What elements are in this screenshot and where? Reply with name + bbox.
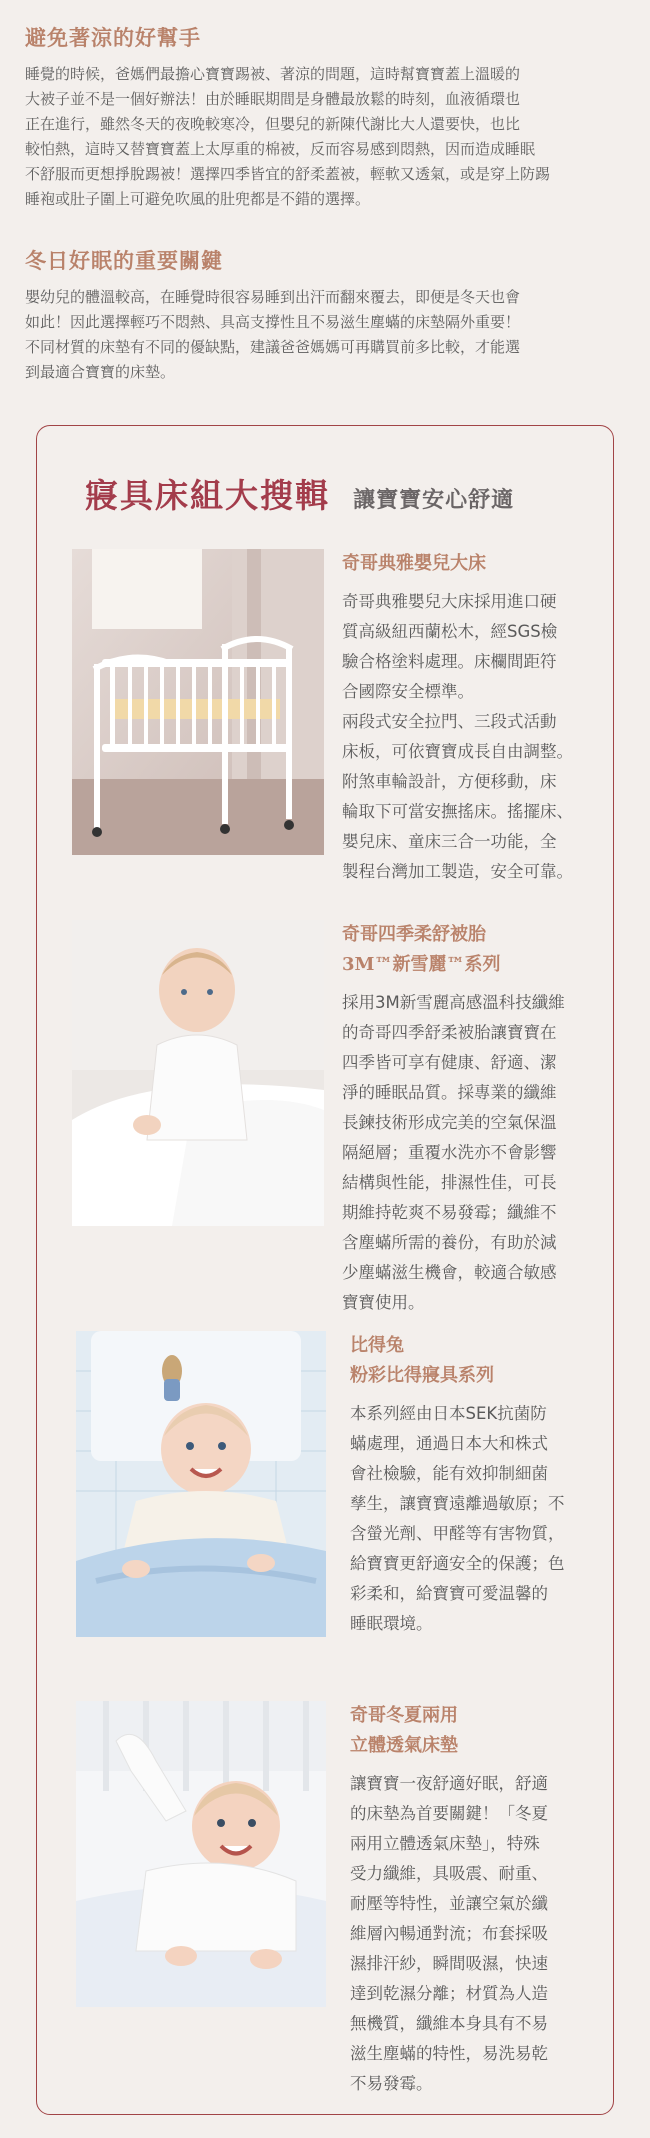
desc-line: 奇哥典雅嬰兒大床採用進口硬 [342, 592, 557, 611]
product-title-line: 奇哥冬夏兩用 [350, 1705, 458, 1726]
crib-photo [72, 549, 324, 855]
product-description [350, 1769, 598, 2099]
desc-line: 少塵蟎滋生機會，較適合敏感 [342, 1263, 557, 1282]
product-description [350, 1399, 598, 1639]
desc-line: 含塵蟎所需的養份，有助於減 [342, 1233, 557, 1252]
desc-line: 維層內暢通對流；布套採吸 [350, 1924, 548, 1943]
section-body [25, 62, 635, 212]
baby-quilt-photo [72, 920, 324, 1226]
body-line: 到最適合寶寶的床墊。 [25, 363, 176, 381]
body-line: 較怕熱，這時又替寶寶蓋上太厚重的棉被，反而容易感到悶熱，因而造成睡眠 [25, 140, 536, 158]
desc-line: 輪取下可當安撫搖床。搖擺床、 [342, 802, 573, 821]
desc-line: 含螢光劑、甲醛等有害物質， [350, 1524, 565, 1543]
product-title [342, 920, 590, 980]
section-heading: 冬日好眠的重要關鍵 [25, 248, 223, 273]
desc-line: 彩柔和，給寶寶可愛温馨的 [350, 1584, 548, 1603]
product-description [342, 587, 590, 887]
product-info [350, 1331, 598, 1639]
desc-line: 四季皆可享有健康、舒適、潔 [342, 1053, 557, 1072]
desc-line: 睡眠環境。 [350, 1614, 433, 1633]
desc-line: 不易發霉。 [350, 2074, 433, 2093]
body-line: 大被子並不是一個好辦法！由於睡眠期間是身體最放鬆的時刻，血液循環也 [25, 90, 521, 108]
product-info [342, 549, 590, 887]
product-title [350, 1331, 598, 1391]
tips-section-sleep [25, 245, 635, 385]
body-line: 嬰幼兒的體溫較高，在睡覺時很容易睡到出汗而翻來覆去，即便是冬天也會 [25, 288, 521, 306]
body-line: 如此！因此選擇輕巧不悶熱、具高支撐性且不易滋生塵蟎的床墊隔外重要！ [25, 313, 521, 331]
product-title-line: 粉彩比得寢具系列 [350, 1365, 494, 1386]
panel-heading [85, 470, 514, 517]
desc-line: 兩用立體透氣床墊」，特殊 [350, 1834, 540, 1853]
desc-line: 兩段式安全拉門、三段式活動 [342, 712, 557, 731]
desc-line: 驗合格塗料處理。床欄間距符 [342, 652, 557, 671]
desc-line: 隔絕層；重覆水洗亦不會影響 [342, 1143, 557, 1162]
desc-line: 附煞車輪設計，方便移動，床 [342, 772, 557, 791]
desc-line: 本系列經由日本SEK抗菌防 [350, 1404, 547, 1423]
desc-line: 達到乾濕分離；材質為人造 [350, 1984, 548, 2003]
body-line: 不舒服而更想掙脫踢被！選擇四季皆宜的舒柔蓋被，輕軟又透氣，或是穿上防踢 [25, 165, 551, 183]
product-title-line: 奇哥四季柔舒被胎 [342, 924, 486, 945]
panel-subtitle: 讓寶寶安心舒適 [353, 487, 515, 513]
desc-line: 的床墊為首要關鍵！「冬夏 [350, 1804, 548, 1823]
desc-line: 無機質，纖維本身具有不易 [350, 2014, 548, 2033]
desc-line: 製程台灣加工製造，安全可靠。 [342, 862, 573, 881]
desc-line: 受力纖維，具吸震、耐重、 [350, 1864, 548, 1883]
product-title [350, 1701, 598, 1761]
desc-line: 讓寶寶一夜舒適好眠，舒適 [350, 1774, 548, 1793]
desc-line: 長鍊技術形成完美的空氣保溫 [342, 1113, 557, 1132]
desc-line: 寶寶使用。 [342, 1293, 425, 1312]
desc-line: 蟎處理，通過日本大和株式 [350, 1434, 548, 1453]
body-line: 正在進行，雖然冬天的夜晚較寒冷，但嬰兒的新陳代謝比大人還要快，也比 [25, 115, 521, 133]
desc-line: 給寶寶更舒適安全的保護；色 [350, 1554, 565, 1573]
desc-line: 會社檢驗，能有效抑制細菌 [350, 1464, 548, 1483]
desc-line: 孳生，讓寶寶遠離過敏原；不 [350, 1494, 565, 1513]
desc-line: 合國際安全標準。 [342, 682, 474, 701]
product-description [342, 988, 590, 1318]
body-line: 睡覺的時候，爸媽們最擔心寶寶踢被、著涼的問題，這時幫寶寶蓋上溫暖的 [25, 65, 521, 83]
product-info [350, 1701, 598, 2099]
desc-line: 的奇哥四季舒柔被胎讓寶寶在 [342, 1023, 557, 1042]
product-title-line: 立體透氣床墊 [350, 1735, 458, 1756]
desc-line: 採用3M新雪麗高感溫科技纖維 [342, 993, 565, 1012]
body-line: 不同材質的床墊有不同的優缺點，建議爸爸媽媽可再購買前多比較，才能選 [25, 338, 521, 356]
desc-line: 濕排汗紗，瞬間吸濕，快速 [350, 1954, 548, 1973]
desc-line: 耐壓等特性，並讓空氣於纖 [350, 1894, 548, 1913]
tips-section-warmth [25, 22, 635, 212]
desc-line: 嬰兒床、童床三合一功能，全 [342, 832, 557, 851]
section-body [25, 285, 635, 385]
product-title-line: 比得兔 [350, 1335, 404, 1356]
desc-line: 結構與性能，排濕性佳，可長 [342, 1173, 557, 1192]
body-line: 睡袍或肚子圍上可避免吹風的肚兜都是不錯的選擇。 [25, 190, 371, 208]
product-title-line: 奇哥典雅嬰兒大床 [342, 553, 486, 574]
product-info [342, 920, 590, 1318]
baby-mattress-photo [76, 1701, 326, 2007]
desc-line: 滋生塵蟎的特性，易洗易乾 [350, 2044, 548, 2063]
product-title-line: 3M™新雪麗™系列 [342, 954, 501, 975]
baby-bedding-photo [76, 1331, 326, 1637]
desc-line: 質高級紐西蘭松木，經SGS檢 [342, 622, 558, 641]
section-heading: 避免著涼的好幫手 [25, 25, 201, 50]
product-title [342, 549, 590, 579]
desc-line: 期維持乾爽不易發霉；纖維不 [342, 1203, 557, 1222]
desc-line: 淨的睡眠品質。採專業的纖維 [342, 1083, 557, 1102]
panel-title: 寢具床組大搜輯 [85, 476, 330, 515]
desc-line: 床板，可依寶寶成長自由調整。 [342, 742, 573, 761]
